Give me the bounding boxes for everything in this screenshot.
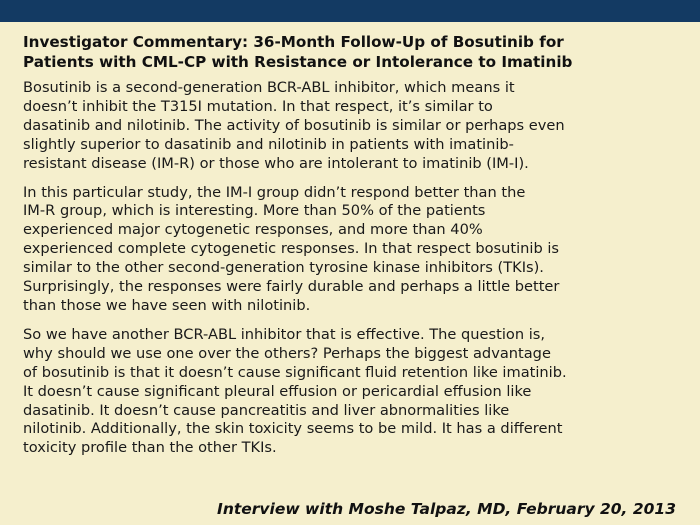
text-line: Surprisingly, the responses were fairly durable and perhaps a little better: [23, 278, 560, 296]
text-line: slightly superior to dasatinib and nilotinib in patients with imatinib-: [23, 135, 514, 153]
text-line: toxicity profile than the other TKIs.: [23, 439, 277, 457]
text-line: dasatinib. It doesn’t cause pancreatitis and liver abnormalities like: [23, 401, 510, 419]
text-line: nilotinib. Additionally, the skin toxicity seems to be mild. It has a different: [23, 420, 563, 438]
paragraph-study-results: [23, 184, 675, 316]
text-line: than those we have seen with nilotinib.: [23, 296, 311, 314]
text-line: doesn’t inhibit the T315I mutation. In that respect, it’s similar to: [23, 97, 493, 115]
paragraph-toxicity-profile: [23, 326, 675, 458]
title-line: Patients with CML-CP with Resistance or Intolerance to Imatinib: [23, 53, 573, 71]
text-line: IM-R group, which is interesting. More than 50% of the patients: [23, 202, 486, 220]
attribution: Interview with Moshe Talpaz, MD, February 20, 2013: [217, 500, 676, 518]
slide-content: [23, 32, 675, 468]
text-line: of bosutinib is that it doesn’t cause significant fluid retention like imatinib.: [23, 363, 567, 381]
paragraph-bosutinib-overview: [23, 79, 675, 174]
text-line: Bosutinib is a second-generation BCR-ABL inhibitor, which means it: [23, 79, 515, 96]
text-line: dasatinib and nilotinib. The activity of bosutinib is similar or perhaps even: [23, 116, 565, 134]
text-line: resistant disease (IM-R) or those who are intolerant to imatinib (IM-I).: [23, 154, 529, 172]
text-line: So we have another BCR-ABL inhibitor that is effective. The question is,: [23, 325, 546, 343]
text-line: experienced complete cytogenetic responses. In that respect bosutinib is: [23, 240, 560, 258]
text-line: In this particular study, the IM-I group didn’t respond better than the: [23, 183, 526, 201]
title-line: Investigator Commentary: 36-Month Follow-Up of Bosutinib for: [23, 33, 564, 51]
text-line: It doesn’t cause significant pleural effusion or pericardial effusion like: [23, 382, 532, 400]
text-line: similar to the other second-generation tyrosine kinase inhibitors (TKIs).: [23, 259, 544, 277]
text-line: why should we use one over the others? Perhaps the biggest advantage: [23, 344, 551, 362]
header-bar: [0, 0, 700, 22]
slide-title: [23, 32, 675, 72]
text-line: experienced major cytogenetic responses, and more than 40%: [23, 221, 483, 239]
